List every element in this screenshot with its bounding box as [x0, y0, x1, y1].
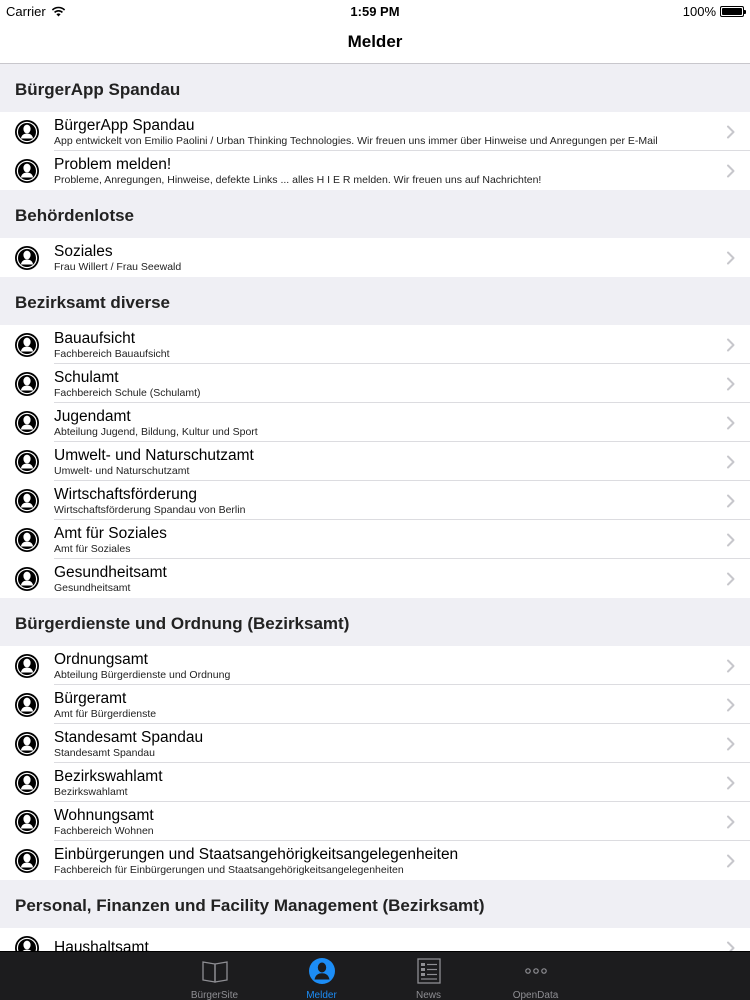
- list-item-title: Amt für Soziales: [54, 524, 167, 542]
- list-item-burgeramt[interactable]: [0, 685, 750, 724]
- list-item-text: [54, 650, 712, 682]
- list-item-haushaltsamt[interactable]: [0, 928, 750, 951]
- chevron-right-icon: [726, 533, 736, 547]
- list-item-title: Haushaltsamt: [54, 939, 149, 951]
- section-rows: [0, 112, 750, 190]
- contact-avatar-icon: [14, 731, 40, 757]
- list-item-standesamt-spandau[interactable]: [0, 724, 750, 763]
- list-item-subtitle: Fachbereich Schule (Schulamt): [54, 386, 201, 399]
- list-item-burgerapp-spandau[interactable]: [0, 112, 750, 151]
- navigation-bar: [0, 22, 750, 64]
- list-item-subtitle: Probleme, Anregungen, Hinweise, defekte Links ... alles H I E R melden. Wir freuen uns auf Nachrichten!: [54, 173, 542, 186]
- list-item-title: Jugendamt: [54, 407, 131, 425]
- list-item-text: [54, 446, 712, 478]
- chevron-right-icon: [726, 416, 736, 430]
- status-time: 1:59 PM: [350, 4, 400, 19]
- list-item-text: [54, 329, 712, 361]
- contact-avatar-icon: [14, 410, 40, 436]
- contact-avatar-icon: [14, 566, 40, 592]
- list-item-schulamt[interactable]: [0, 364, 750, 403]
- contact-avatar-icon: [14, 653, 40, 679]
- list-item-text: [54, 563, 712, 595]
- list-item-text: [54, 368, 712, 400]
- list-item-title: Einbürgerungen und Staatsangehörigkeitsangelegenheiten: [54, 845, 459, 863]
- list-item-subtitle: Fachbereich Wohnen: [54, 824, 154, 837]
- list-item-text: [54, 806, 712, 838]
- tab-label: OpenData: [512, 990, 559, 1000]
- contact-avatar-icon: [14, 449, 40, 475]
- list-item-title: Wirtschaftsförderung: [54, 485, 197, 503]
- list-item-subtitle: Fachbereich für Einbürgerungen und Staatsangehörigkeitsangelegenheiten: [54, 863, 404, 876]
- list-item-subtitle: Abteilung Jugend, Bildung, Kultur und Sport: [54, 425, 258, 438]
- table-view[interactable]: [0, 64, 750, 951]
- list-item-wohnungsamt[interactable]: [0, 802, 750, 841]
- list-item-title: Bürgeramt: [54, 689, 127, 707]
- page-title: Melder: [347, 32, 403, 51]
- contact-avatar-icon: [14, 848, 40, 874]
- chevron-right-icon: [726, 377, 736, 391]
- chevron-right-icon: [726, 941, 736, 952]
- list-item-ordnungsamt[interactable]: [0, 646, 750, 685]
- list-item-text: [54, 938, 712, 951]
- section-burgerapp-spandau: [0, 64, 750, 190]
- battery-icon: [720, 6, 744, 17]
- battery-fill: [722, 8, 742, 15]
- list-item-subtitle: Gesundheitsamt: [54, 581, 131, 594]
- section-rows: [0, 238, 750, 277]
- list-item-amt-fur-soziales[interactable]: [0, 520, 750, 559]
- list-item-text: [54, 845, 712, 877]
- status-bar: [0, 0, 750, 22]
- list-item-subtitle: Amt für Bürgerdienste: [54, 707, 157, 720]
- list-item-title: BürgerApp Spandau: [54, 116, 195, 134]
- list-item-subtitle: Wirtschaftsförderung Spandau von Berlin: [54, 503, 246, 516]
- status-right: [683, 4, 744, 19]
- tab-news[interactable]: [375, 952, 482, 1000]
- chevron-right-icon: [726, 776, 736, 790]
- chevron-right-icon: [726, 125, 736, 139]
- list-item-text: [54, 155, 712, 187]
- carrier-label: Carrier: [6, 4, 46, 19]
- list-item-umwelt-und-naturschutzamt[interactable]: [0, 442, 750, 481]
- section-rows: [0, 928, 750, 951]
- list-item-title: Schulamt: [54, 368, 119, 386]
- tab-opendata[interactable]: [482, 952, 589, 1000]
- chevron-right-icon: [726, 494, 736, 508]
- contact-avatar-icon: [14, 158, 40, 184]
- contact-avatar-icon: [14, 245, 40, 271]
- list-item-text: [54, 242, 712, 274]
- list-item-title: Bauaufsicht: [54, 329, 135, 347]
- chevron-right-icon: [726, 164, 736, 178]
- section-header: Bezirksamt diverse: [0, 277, 750, 325]
- list-item-subtitle: Bezirkswahlamt: [54, 785, 128, 798]
- section-rows: [0, 325, 750, 598]
- section-behordenlotse: [0, 190, 750, 277]
- list-item-text: [54, 116, 712, 148]
- contact-avatar-icon: [14, 332, 40, 358]
- list-item-title: Standesamt Spandau: [54, 728, 204, 746]
- contact-avatar-icon: [14, 692, 40, 718]
- list-item-title: Gesundheitsamt: [54, 563, 167, 581]
- list-item-subtitle: Frau Willert / Frau Seewald: [54, 260, 182, 273]
- contact-avatar-icon: [14, 371, 40, 397]
- list-item-problem-melden[interactable]: [0, 151, 750, 190]
- section-header: Personal, Finanzen und Facility Management (Bezirksamt): [0, 880, 750, 928]
- list-item-subtitle: Fachbereich Bauaufsicht: [54, 347, 170, 360]
- list-item-title: Soziales: [54, 242, 113, 260]
- list-item-text: [54, 524, 712, 556]
- section-burgerdienste-und-ordnung-bezirksamt: [0, 598, 750, 880]
- list-item-einburgerungen-und-staatsangehorigkeitsangelegenheiten[interactable]: [0, 841, 750, 880]
- more-icon: [521, 956, 551, 986]
- list-item-text: [54, 767, 712, 799]
- tab-bar: [0, 951, 750, 1000]
- tab-label: Melder: [306, 990, 337, 1000]
- chevron-right-icon: [726, 854, 736, 868]
- contact-avatar-icon: [14, 488, 40, 514]
- chevron-right-icon: [726, 815, 736, 829]
- list-item-soziales[interactable]: [0, 238, 750, 277]
- contact-avatar-icon: [14, 770, 40, 796]
- chevron-right-icon: [726, 251, 736, 265]
- list-item-title: Problem melden!: [54, 155, 172, 173]
- person-icon: [307, 956, 337, 986]
- contact-avatar-icon: [14, 935, 40, 952]
- tab-label: News: [415, 990, 441, 1000]
- chevron-right-icon: [726, 338, 736, 352]
- list-item-subtitle: Abteilung Bürgerdienste und Ordnung: [54, 668, 231, 681]
- chevron-right-icon: [726, 698, 736, 712]
- list-item-title: Ordnungsamt: [54, 650, 148, 668]
- list-item-title: Wohnungsamt: [54, 806, 154, 824]
- list-item-subtitle: Amt für Soziales: [54, 542, 131, 555]
- list-item-text: [54, 728, 712, 760]
- section-bezirksamt-diverse: [0, 277, 750, 598]
- chevron-right-icon: [726, 737, 736, 751]
- section-personal-finanzen-und-facility-management-bezirksamt: [0, 880, 750, 951]
- section-rows: [0, 646, 750, 880]
- list-item-text: [54, 485, 712, 517]
- contact-avatar-icon: [14, 119, 40, 145]
- section-header: Behördenlotse: [0, 190, 750, 238]
- list-item-jugendamt[interactable]: [0, 403, 750, 442]
- contact-avatar-icon: [14, 527, 40, 553]
- chevron-right-icon: [726, 455, 736, 469]
- list-item-wirtschaftsforderung[interactable]: [0, 481, 750, 520]
- tab-label: BürgerSite: [190, 990, 239, 1000]
- list-item-gesundheitsamt[interactable]: [0, 559, 750, 598]
- list-item-subtitle: Umwelt- und Naturschutzamt: [54, 464, 190, 477]
- list-item-bezirkswahlamt[interactable]: [0, 763, 750, 802]
- list-item-title: Bezirkswahlamt: [54, 767, 163, 785]
- list-item-bauaufsicht[interactable]: [0, 325, 750, 364]
- section-header: Bürgerdienste und Ordnung (Bezirksamt): [0, 598, 750, 646]
- list-item-subtitle: Standesamt Spandau: [54, 746, 155, 759]
- list-item-text: [54, 407, 712, 439]
- battery-percent: 100%: [682, 4, 716, 19]
- news-icon: [414, 956, 444, 986]
- chevron-right-icon: [726, 572, 736, 586]
- list-item-title: Umwelt- und Naturschutzamt: [54, 446, 254, 464]
- chevron-right-icon: [726, 659, 736, 673]
- section-header: BürgerApp Spandau: [0, 64, 750, 112]
- tab-melder[interactable]: [268, 952, 375, 1000]
- list-item-subtitle: App entwickelt von Emilio Paolini / Urban Thinking Technologies. Wir freuen uns immer über Hinweise und Anregungen per E-Mail: [54, 134, 658, 147]
- book-icon: [200, 956, 230, 986]
- tab-burgersite[interactable]: [161, 952, 268, 1000]
- contact-avatar-icon: [14, 809, 40, 835]
- list-item-text: [54, 689, 712, 721]
